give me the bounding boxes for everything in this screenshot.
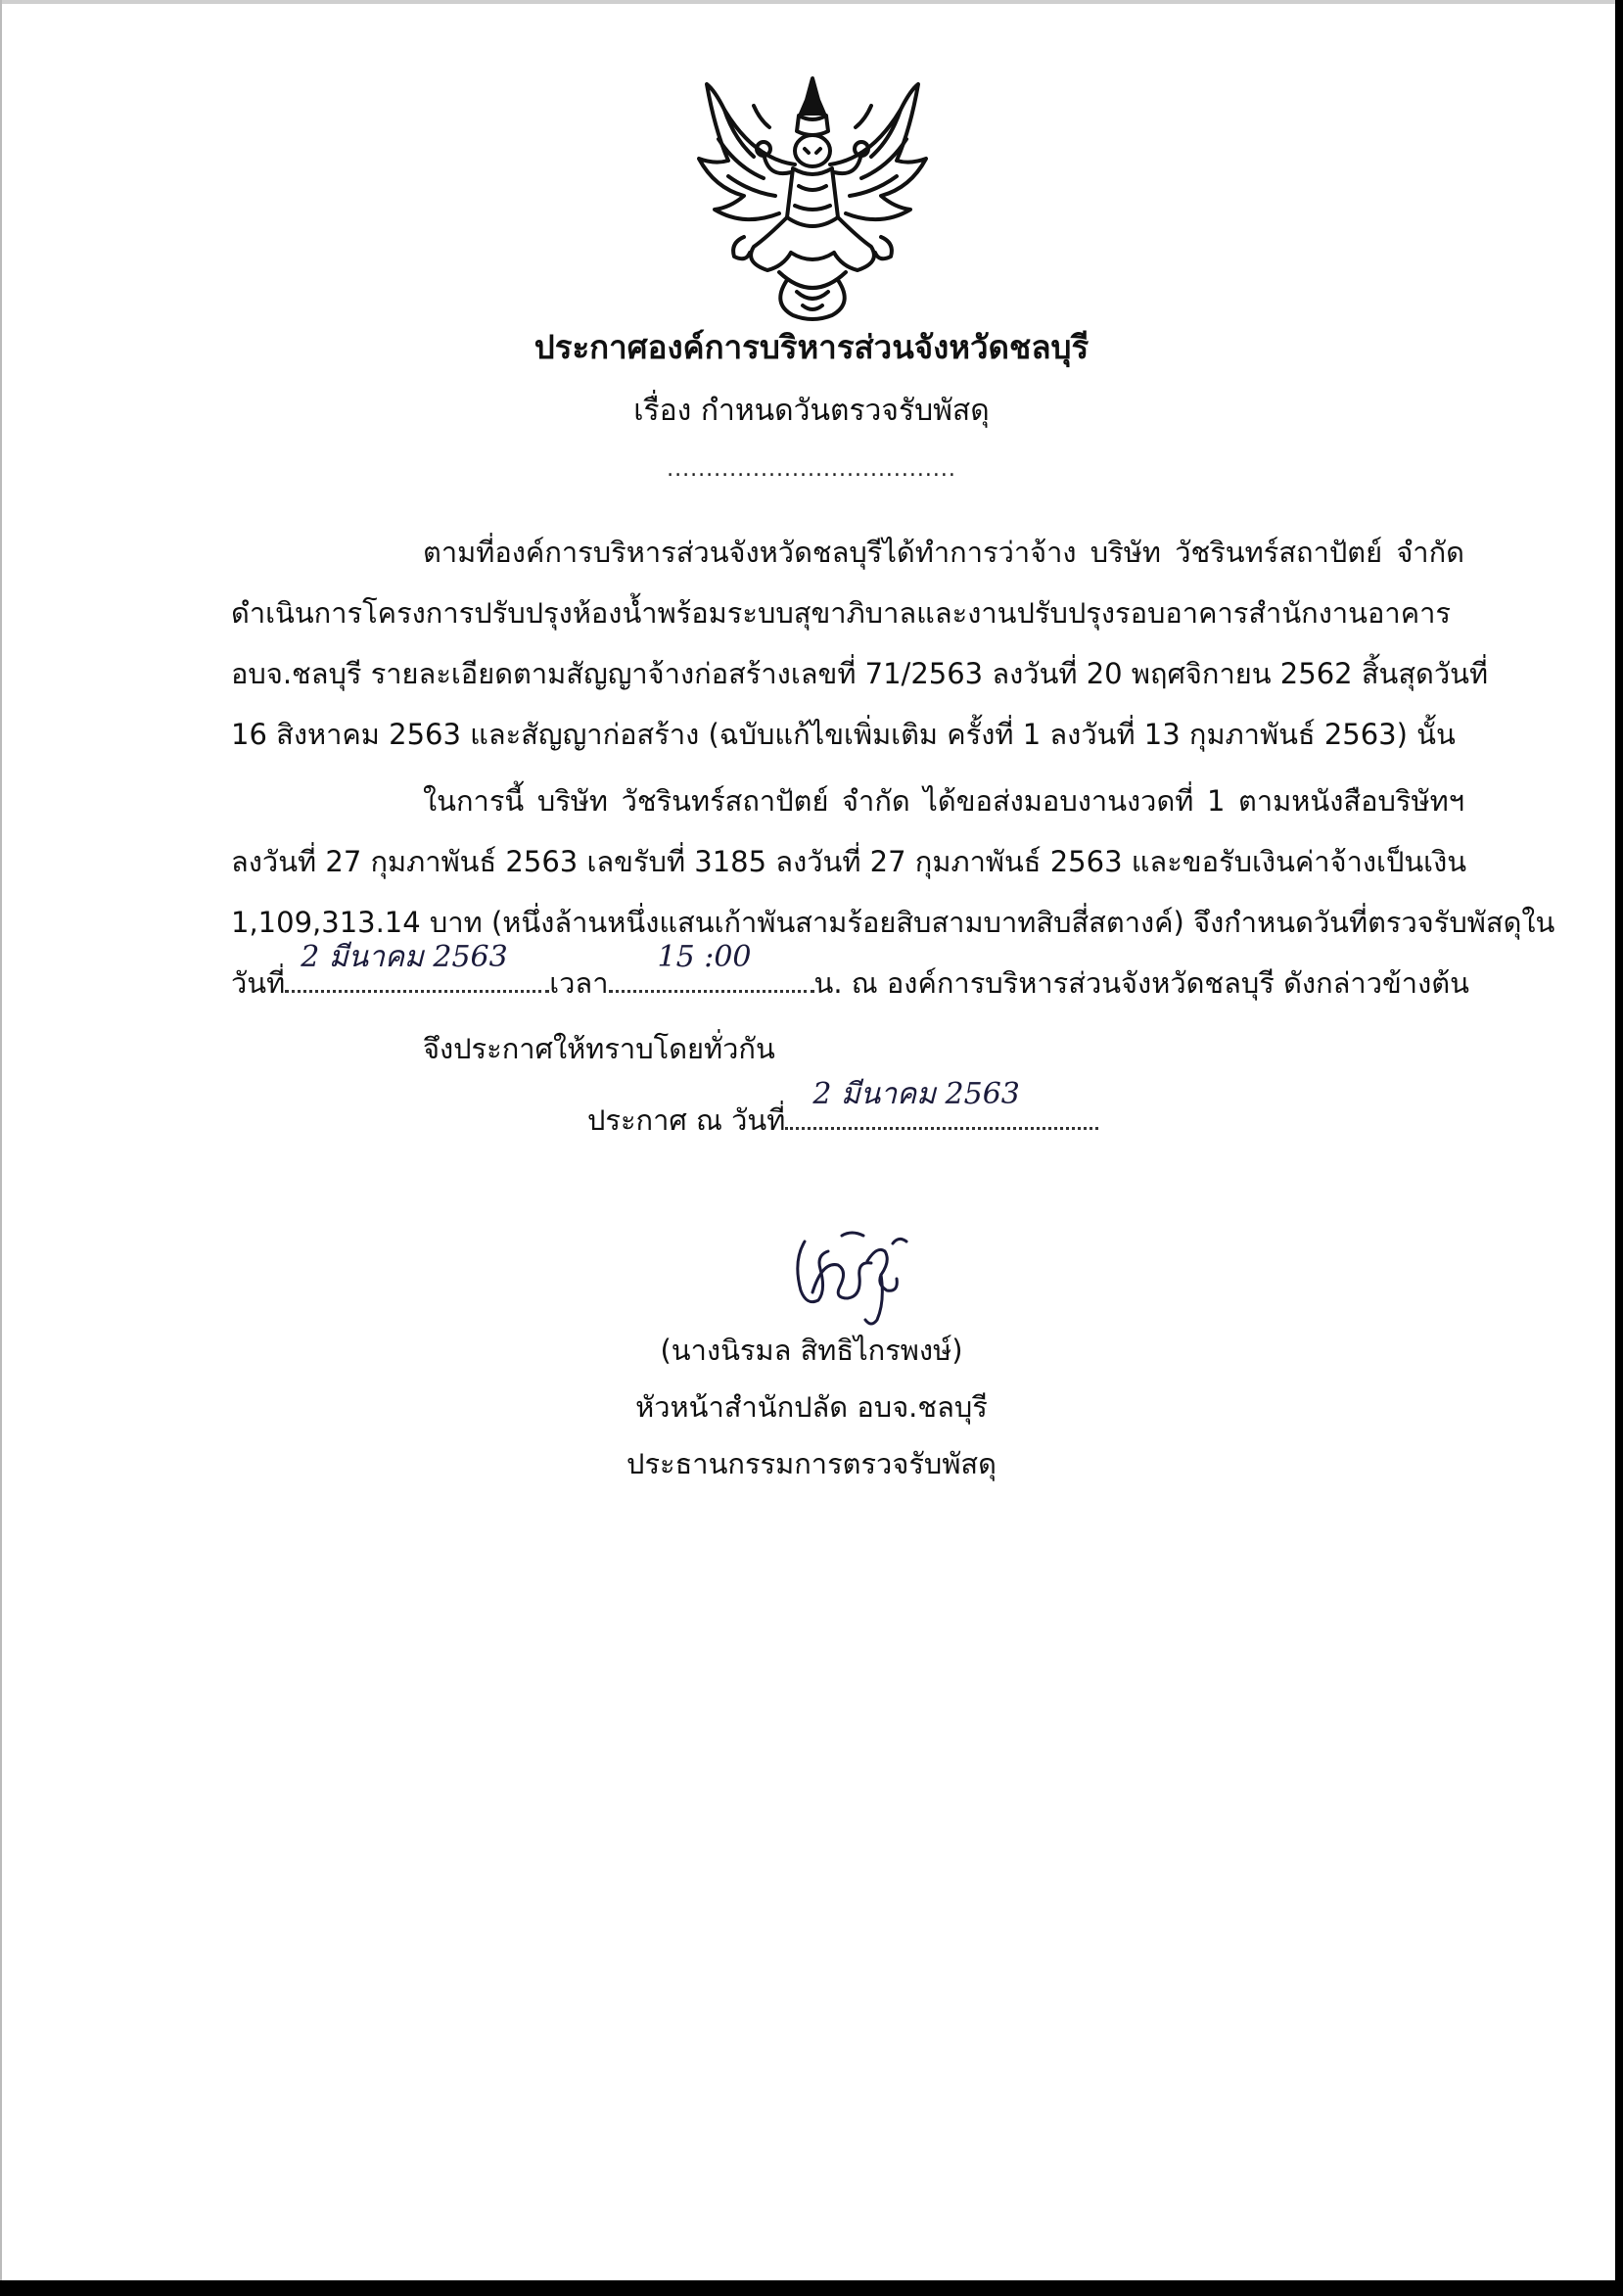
announcement-date-field	[785, 1077, 1098, 1130]
paragraph-line: ตามที่องค์การบริหารส่วนจังหวัดชลบุรีได้ทำการว่าจ้าง บริษัท วัชรินทร์สถาปัตย์ จำกัด	[423, 536, 1464, 569]
paragraph-line: 1,109,313.14 บาท (หนึ่งล้านหนึ่งแสนเก้าพันสามร้อยสิบสามบาทสิบสี่สตางค์) จึงกำหนดวันที่ตรวจรับพัสดุใน	[231, 906, 1555, 939]
paragraph-line: 16 สิงหาคม 2563 และสัญญาก่อสร้าง (ฉบับแก้ไขเพิ่มเติม ครั้งที่ 1 ลงวันที่ 13 กุมภาพันธ์ 2563) นั้น	[231, 718, 1456, 751]
paragraph-contract	[231, 522, 1489, 765]
handwritten-signature	[783, 1222, 920, 1330]
notice-text: จึงประกาศให้ทราบโดยทั่วกัน	[423, 1032, 775, 1065]
paragraph-delivery	[231, 771, 1555, 1013]
garuda-emblem-icon	[685, 70, 940, 327]
title-separator: .....................................	[667, 457, 956, 482]
inspection-date-handwritten: 2 มีนาคม 2563	[301, 940, 508, 974]
inspection-time-handwritten: 15 :00	[657, 940, 752, 974]
paragraph-line: ดำเนินการโครงการปรับปรุงห้องน้ำพร้อมระบบสุขาภิบาลและงานปรับปรุงรอบอาคารสำนักงานอาคาร	[231, 596, 1451, 630]
paragraph-line: ลงวันที่ 27 กุมภาพันธ์ 2563 เลขรับที่ 3185 ลงวันที่ 27 กุมภาพันธ์ 2563 และขอรับเงินค่าจ้างเป็นเงิน	[231, 845, 1467, 878]
document-title: ประกาศองค์การบริหารส่วนจังหวัดชลบุรี	[533, 328, 1090, 366]
inspection-time-field	[609, 940, 814, 993]
paragraph-line: ในการนี้ บริษัท วัชรินทร์สถาปัตย์ จำกัด ได้ขอส่งมอบงานงวดที่ 1 ตามหนังสือบริษัทฯ	[423, 784, 1464, 818]
time-label: เวลา	[549, 966, 609, 1000]
announcement-date-handwritten: 2 มีนาคม 2563	[812, 1077, 1020, 1111]
signatory-committee-role: ประธานกรรมการตรวจรับพัสดุ	[626, 1447, 997, 1480]
paragraph-line: อบจ.ชลบุรี รายละเอียดตามสัญญาจ้างก่อสร้างเลขที่ 71/2563 ลงวันที่ 20 พฤศจิกายน 2562 สิ้นสุดวันที่	[231, 657, 1489, 690]
scan-edge-top	[0, 0, 1623, 4]
scan-edge-bottom	[0, 2280, 1623, 2296]
inspection-date-field	[285, 940, 549, 993]
signatory-name: (นางนิรมล สิทธิไกรพงษ์)	[660, 1334, 963, 1367]
announcement-date-label: ประกาศ ณ วันที่	[587, 1103, 786, 1137]
date-prefix-label: วันที่	[231, 966, 286, 1000]
document-subject: เรื่อง กำหนดวันตรวจรับพัสดุ	[633, 394, 990, 428]
announcement-date-line	[587, 1077, 1098, 1150]
inspection-place-text: น. ณ องค์การบริหารส่วนจังหวัดชลบุรี ดังกล่าวข้างต้น	[813, 966, 1469, 1000]
inspection-date-line	[231, 940, 1469, 1013]
signatory-position: หัวหน้าสำนักปลัด อบจ.ชลบุรี	[635, 1390, 988, 1424]
